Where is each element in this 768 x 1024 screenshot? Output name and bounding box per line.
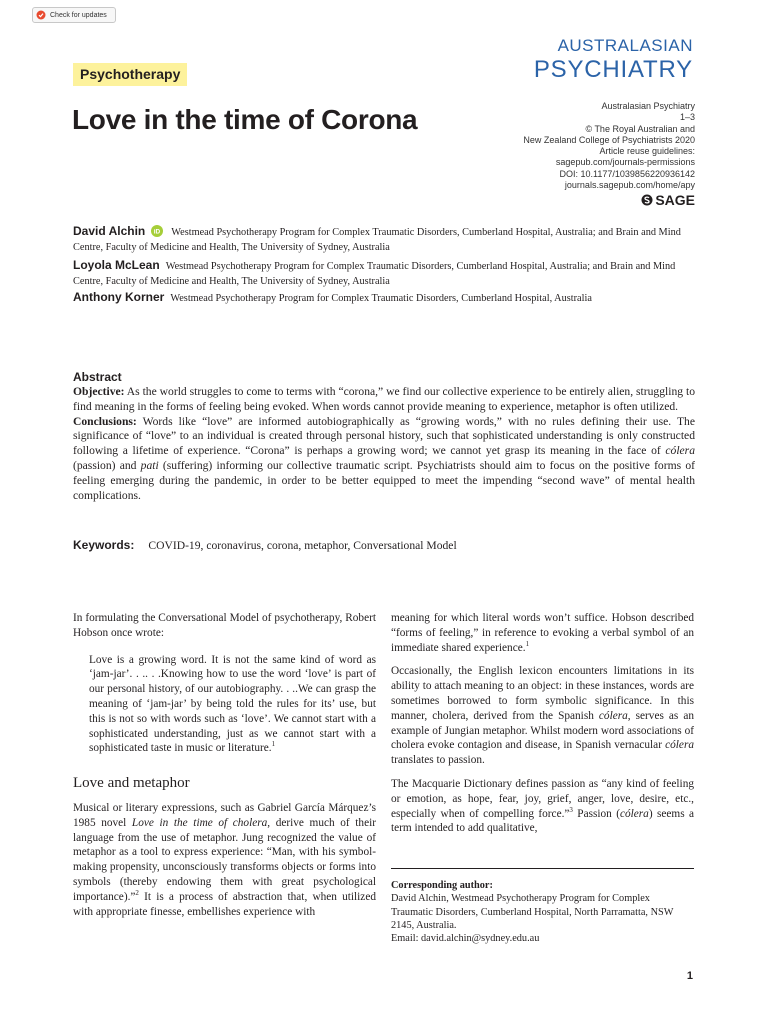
publisher-name: SAGE bbox=[655, 192, 695, 208]
page-number: 1 bbox=[686, 970, 693, 982]
meta-pages: 1–3 bbox=[679, 112, 695, 123]
quote-ref[interactable]: 1 bbox=[271, 740, 276, 749]
author-3 bbox=[73, 290, 695, 306]
keywords bbox=[73, 538, 457, 552]
para-novel-title: Love in the time of cholera bbox=[131, 816, 268, 829]
conclusions-colera: cólera bbox=[665, 444, 695, 458]
conclusions-text-b: (passion) and bbox=[73, 458, 141, 472]
email-link[interactable]: david.alchin@sydney.edu.au bbox=[421, 933, 540, 945]
author-name: Loyola McLean bbox=[73, 258, 160, 272]
publisher-logo bbox=[641, 192, 695, 208]
article-title: Love in the time of Corona bbox=[72, 104, 418, 135]
footnote-divider bbox=[391, 868, 694, 869]
author-2 bbox=[73, 258, 695, 289]
update-icon bbox=[36, 10, 46, 20]
orcid-label: iD bbox=[153, 228, 161, 236]
p2-text-c: translates to passion. bbox=[391, 754, 485, 767]
article-meta bbox=[523, 101, 695, 191]
para-text-c: It is a process of abstraction that, when utilized with appropriate finesse, embellishes experience with bbox=[73, 890, 376, 918]
conclusions-text-a: Words like “love” are informed autobiographically as “growing words,” with no rules defining their use. The significance of “love” to an individual is created through personal history, such that sophisticated understanding is only constructed following a lifetime of experience. “Corona” is perhaps a growing word; we cannot yet grasp its meaning in the face of bbox=[73, 414, 695, 458]
corresponding-author bbox=[391, 879, 694, 945]
objective-label: Objective: bbox=[73, 385, 125, 398]
abstract-heading: Abstract bbox=[73, 370, 122, 384]
check-for-updates-label: Check for updates bbox=[50, 11, 107, 19]
p3-text-b: Passion ( bbox=[572, 807, 620, 820]
p2-colera-2: cólera bbox=[665, 739, 694, 752]
conclusions-pati: pati bbox=[140, 458, 159, 472]
author-1 bbox=[73, 224, 695, 255]
para-text-a: Musical or literary expressions, such as Gabriel García Márquez’s 1985 novel bbox=[73, 801, 376, 829]
abstract-body bbox=[73, 385, 695, 503]
para-text-b: , derive much of their language from the use of metaphor. Jung recognized the value of metaphor as a tool to express experience: “Man, with his symbol-making propensity, unconsciously transforms objects or forms into symbols (thereby endowing them with great psychological importance).” bbox=[73, 816, 376, 903]
p3-text-a: The Macquarie Dictionary defines passion as “any kind of feeling or emotion, as hope, fear, joy, grief, anger, love, desire, etc., especially when of compelling force.” bbox=[391, 777, 694, 820]
meta-doi[interactable]: DOI: 10.1177/1039856220936142 bbox=[559, 168, 695, 179]
p3-ref[interactable]: 3 bbox=[569, 805, 573, 814]
sage-logo-icon bbox=[641, 194, 653, 206]
objective-text: As the world struggles to come to terms with “corona,” we find our collective experience to be entirely alien, struggling to find meaning in the forms of feeling being evoked. When words cannot provide meaning to experience, metaphor is often utilized. bbox=[73, 385, 695, 413]
quote-text: Love is a growing word. It is not the same kind of word as ‘jam-jar’. . .. . .Knowing how to use the word ‘love’ is part of our personal history, of our autobiography. . ..We can grasp the meaning of ‘jam-jar’ by being told the rules for its’ use, but this is not so with words such as ‘love’. We cannot start with a sophisticated understanding, just as we cannot start with a sophisticated taste in music or literature. bbox=[89, 653, 376, 755]
meta-copyright-1: © The Royal Australian and bbox=[585, 123, 695, 134]
section-tag: Psychotherapy bbox=[73, 63, 187, 86]
keywords-label: Keywords: bbox=[73, 538, 135, 552]
meta-reuse-label: Article reuse guidelines: bbox=[599, 146, 695, 157]
body-right-column bbox=[391, 611, 694, 836]
author-name: Anthony Korner bbox=[73, 290, 165, 304]
corresponding-text: David Alchin, Westmead Psychotherapy Program for Complex Traumatic Disorders, Cumberland Hospital, North Parramatta, NSW 2145, Australia. bbox=[391, 893, 674, 931]
para-ref[interactable]: 2 bbox=[135, 888, 139, 897]
author-affiliation: Westmead Psychotherapy Program for Complex Traumatic Disorders, Cumberland Hospital, Australia; and Brain and Mind Centre, Faculty of Medicine and Health, The University of Sydney, Australia bbox=[73, 227, 681, 253]
abstract-objective bbox=[73, 385, 695, 415]
p1-ref[interactable]: 1 bbox=[525, 639, 530, 648]
p3-text-c: ) seems a term intended to add qualitative, bbox=[391, 807, 694, 835]
hobson-quote bbox=[89, 653, 376, 757]
email-label: Email: bbox=[391, 933, 422, 945]
orcid-icon[interactable] bbox=[151, 225, 163, 237]
right-paragraph-2 bbox=[391, 664, 694, 768]
conclusions-text-c: (suffering) informing our collective traumatic script. Psychiatrists should aim to focus on the positive forms of feeling emerging during the pandemic, in order to be better equipped to meet the impending “second wave” of mental health complications. bbox=[73, 458, 695, 502]
meta-journal-url[interactable]: journals.sagepub.com/home/apy bbox=[564, 180, 695, 191]
right-paragraph-1 bbox=[391, 611, 694, 655]
check-for-updates-button[interactable] bbox=[32, 7, 116, 23]
intro-paragraph: In formulating the Conversational Model of psychotherapy, Robert Hobson once wrote: bbox=[73, 612, 376, 639]
body-left-column bbox=[73, 611, 376, 919]
abstract-conclusions bbox=[73, 415, 695, 504]
author-name: David Alchin bbox=[73, 224, 146, 238]
meta-copyright-2: New Zealand College of Psychiatrists 2020 bbox=[523, 134, 695, 145]
author-affiliation: Westmead Psychotherapy Program for Complex Traumatic Disorders, Cumberland Hospital, Australia; and Brain and Mind Centre, Faculty of Medicine and Health, The University of Sydney, Australia bbox=[73, 261, 676, 287]
meta-reuse-link[interactable]: sagepub.com/journals-permissions bbox=[555, 157, 695, 168]
author-affiliation: Westmead Psychotherapy Program for Complex Traumatic Disorders, Cumberland Hospital, Australia bbox=[170, 293, 592, 304]
p3-colera: cólera bbox=[619, 807, 649, 820]
p2-text-a: Occasionally, the English lexicon encounters limitations in its ability to attach meaning to an object: in these instances, words are sometimes borrowed to form symbolic significance. In this manner, cholera, derived from the Spanish bbox=[391, 665, 694, 722]
journal-title-line1: AUSTRALASIAN bbox=[557, 36, 693, 55]
section-heading-love-metaphor: Love and metaphor bbox=[73, 775, 190, 792]
corresponding-email-line bbox=[391, 932, 694, 945]
metaphor-paragraph bbox=[73, 801, 376, 919]
keywords-text: COVID-19, coronavirus, corona, metaphor, Conversational Model bbox=[148, 539, 457, 552]
right-paragraph-3 bbox=[391, 777, 694, 836]
p1-text: meaning for which literal words won’t suffice. Hobson described “forms of feeling,” in reference to evoking a verbal symbol of an immediate shared experience. bbox=[391, 612, 694, 654]
corresponding-heading: Corresponding author: bbox=[391, 880, 493, 891]
meta-journal: Australasian Psychiatry bbox=[601, 101, 695, 111]
p2-text-b: , serves as an example of Jungian metaphor. Whilst modern word associations of cholera evoke contagion and disease, in Spanish vernacular bbox=[391, 709, 694, 752]
journal-title-line2: PSYCHIATRY bbox=[533, 56, 693, 83]
p2-colera-1: cólera bbox=[598, 709, 628, 722]
conclusions-label: Conclusions: bbox=[73, 414, 137, 428]
